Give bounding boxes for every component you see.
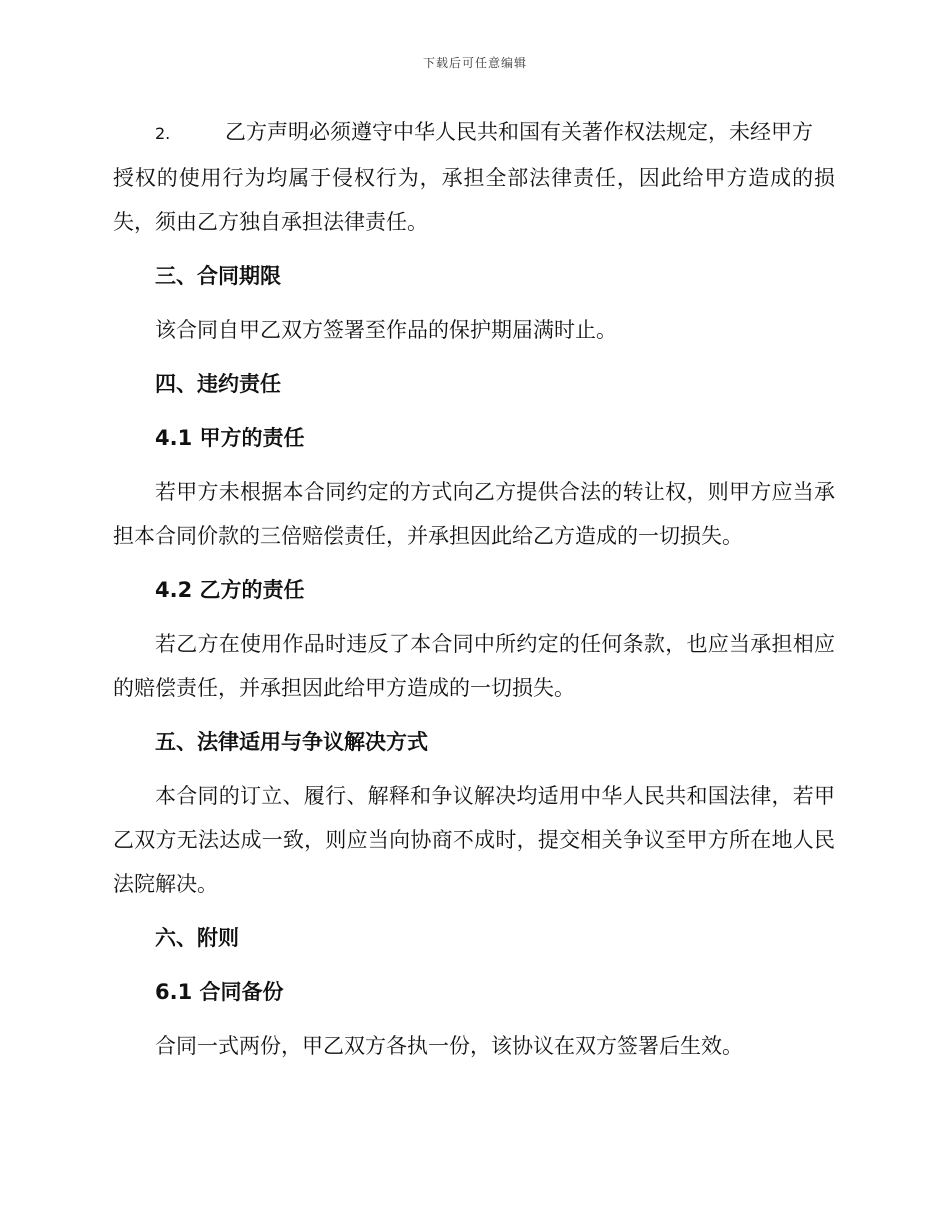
heading-breach: 四、违约责任 <box>155 372 281 396</box>
paragraph-party-b-liability: 若乙方在使用作品时违反了本合同中所约定的任何条款，也应当承担相应的赔偿责任，并承担因此给甲方造成的一切损失。 <box>113 632 835 700</box>
heading-misc: 六、附则 <box>155 926 239 950</box>
clause-2-first-line <box>113 110 835 156</box>
clause-2 <box>113 110 835 244</box>
heading-party-a-liability: 4.1 甲方的责任 <box>155 426 305 450</box>
document-body <box>113 110 835 1078</box>
heading-copies: 6.1 合同备份 <box>155 980 284 1004</box>
paragraph-law: 本合同的订立、履行、解释和争议解决均适用中华人民共和国法律，若甲乙双方无法达成一致，则应当向协商不成时，提交相关争议至甲方所在地人民法院解决。 <box>113 784 835 896</box>
page-header: 下载后可任意编辑 <box>422 56 527 70</box>
clause-2-text-rest: 授权的使用行为均属于侵权行为，承担全部法律责任，因此给甲方造成的损失，须由乙方独自承担法律责任。 <box>113 166 835 234</box>
paragraph-copies: 合同一式两份，甲乙双方各执一份，该协议在双方签署后生效。 <box>155 1034 743 1058</box>
heading-party-b-liability: 4.2 乙方的责任 <box>155 578 305 602</box>
paragraph-party-a-liability: 若甲方未根据本合同约定的方式向乙方提供合法的转让权，则甲方应当承担本合同价款的三倍赔偿责任，并承担因此给乙方造成的一切损失。 <box>113 480 835 548</box>
heading-law: 五、法律适用与争议解决方式 <box>155 730 428 754</box>
paragraph-term: 该合同自甲乙双方签署至作品的保护期届满时止。 <box>155 318 617 342</box>
clause-number: 2. <box>155 124 171 143</box>
clause-2-text-line1: 乙方声明必须遵守中华人民共和国有关著作权法规定，未经甲方 <box>225 120 813 144</box>
heading-term: 三、合同期限 <box>155 264 281 288</box>
